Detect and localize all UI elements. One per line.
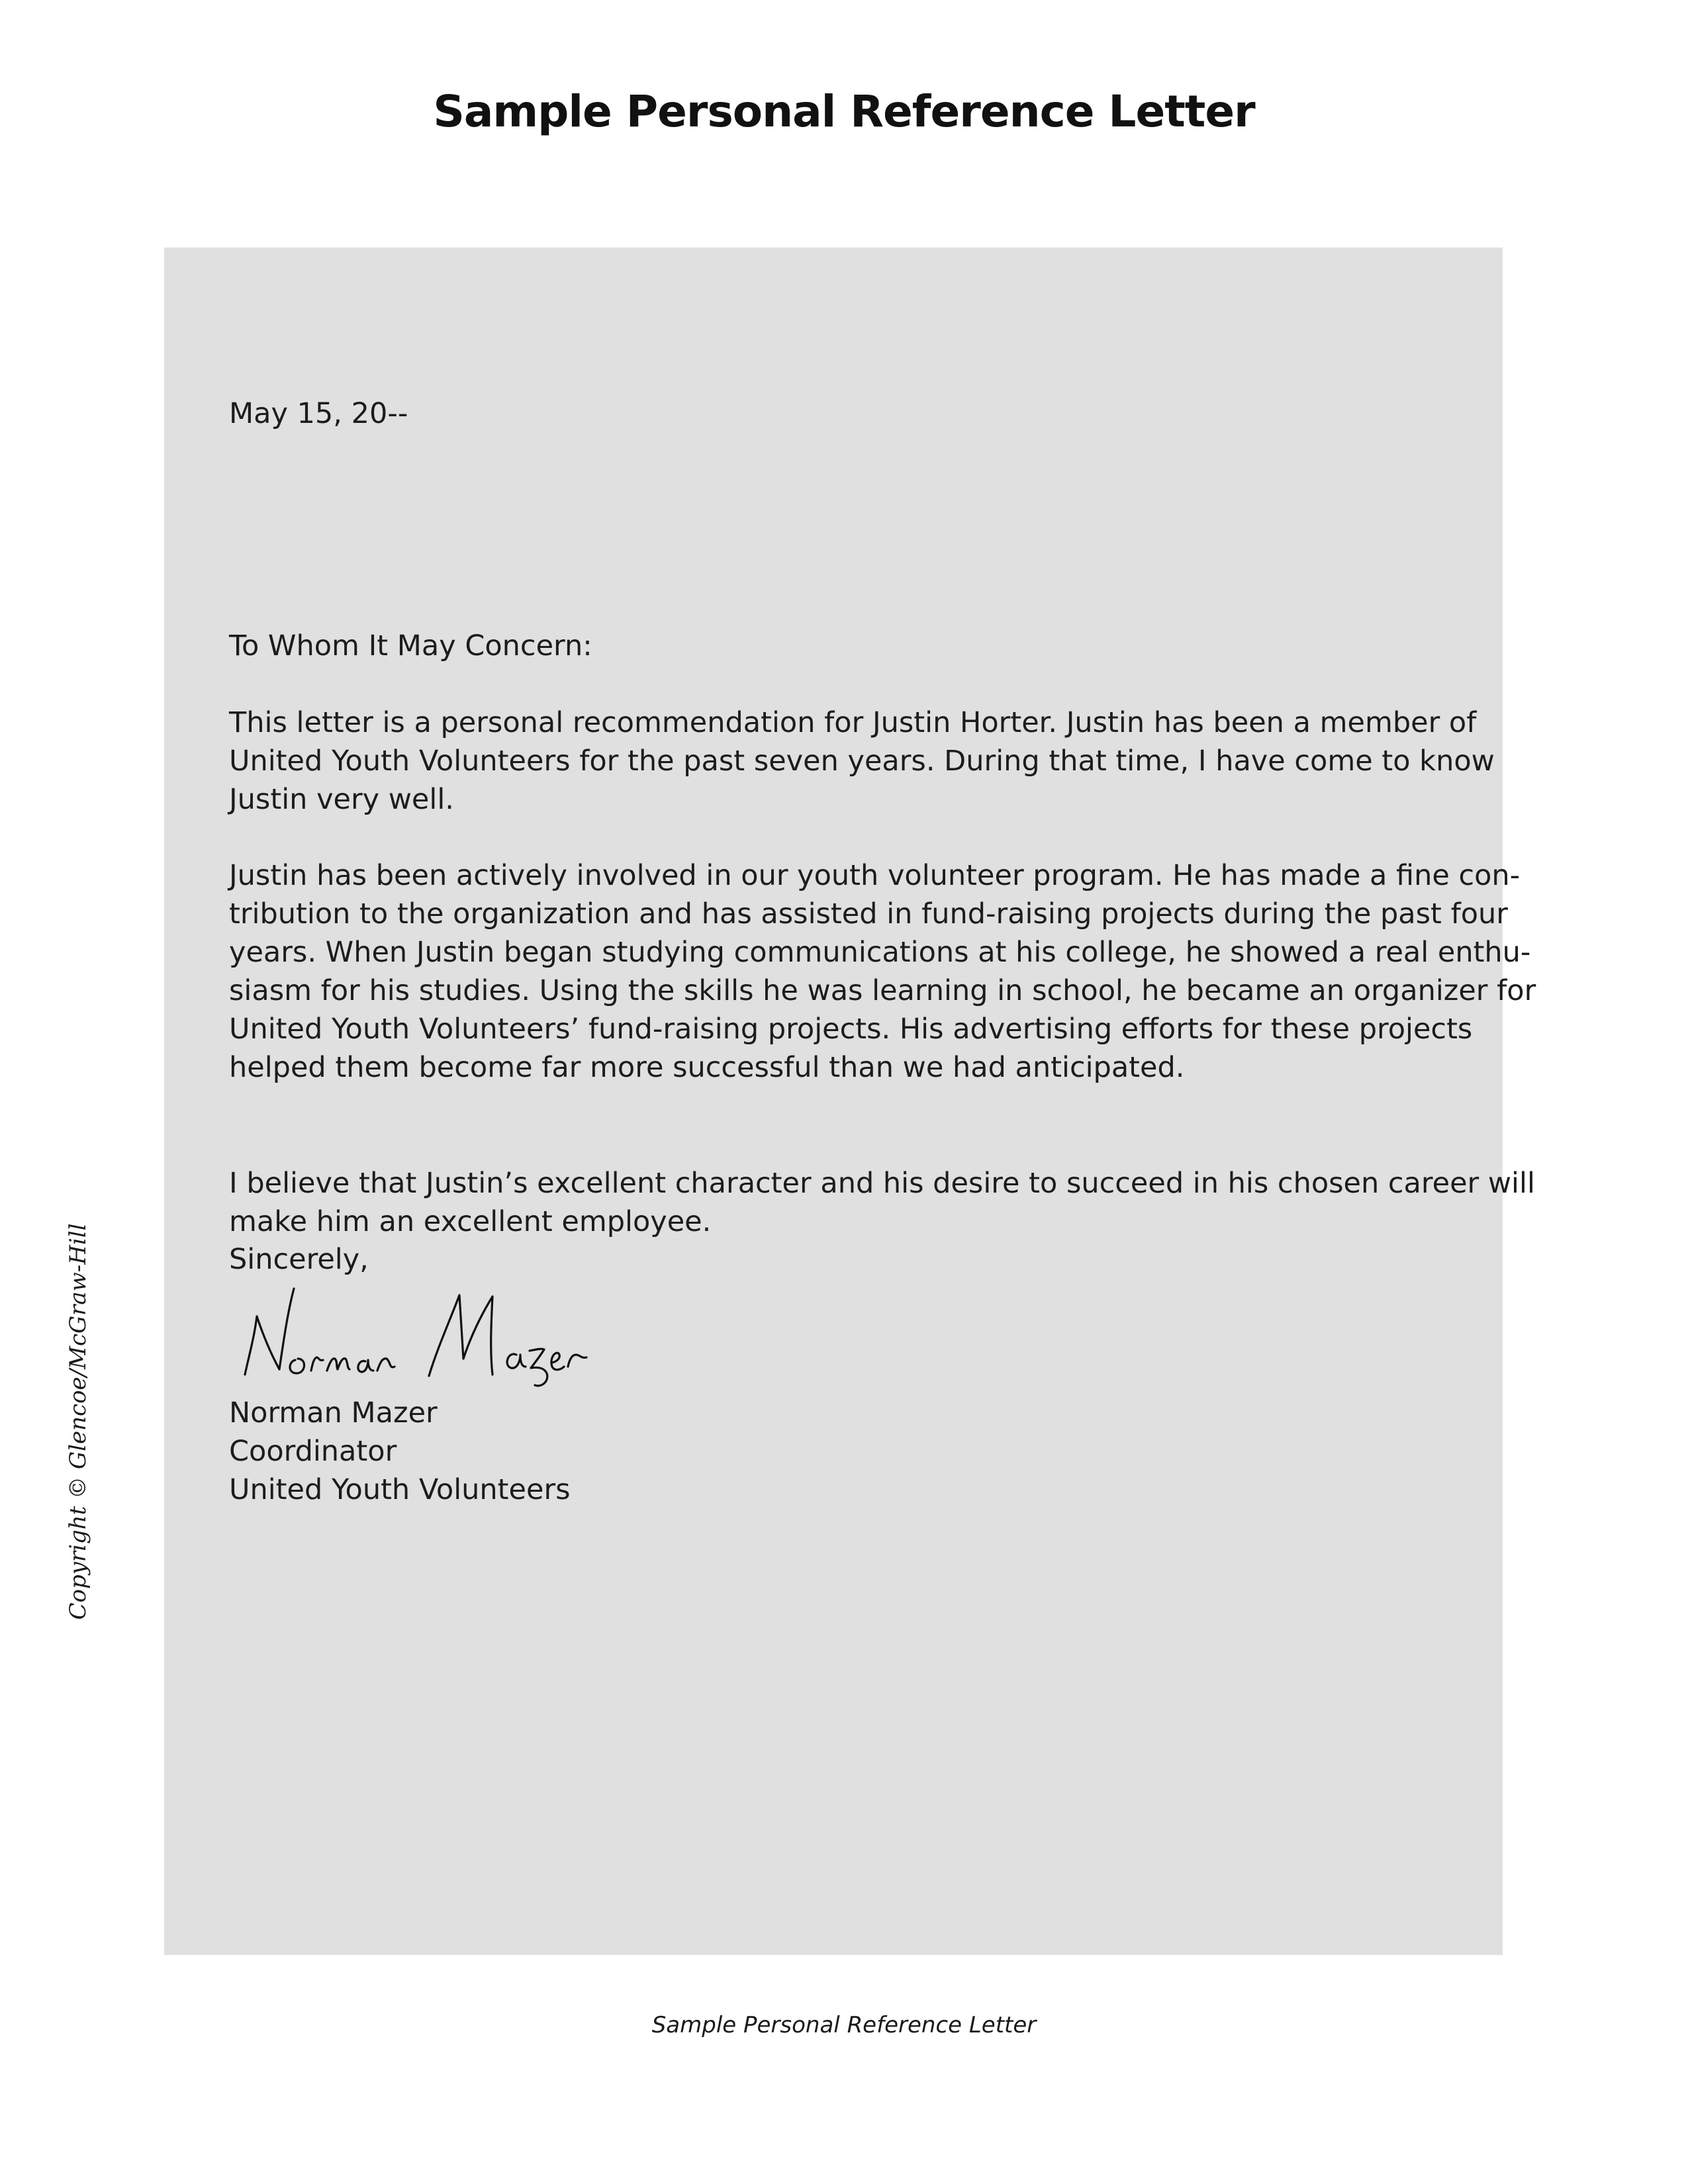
paragraph-line: I believe that Justin’s excellent character and his desire to succeed in his chosen career will <box>229 1167 1535 1200</box>
paragraph-line: Justin has been actively involved in our youth volunteer program. He has made a fine con- <box>229 859 1521 892</box>
paragraph-line: This letter is a personal recommendation for Justin Horter. Justin has been a member of <box>229 706 1477 739</box>
paragraph-line: United Youth Volunteers for the past seven years. During that time, I have come to know <box>229 745 1495 778</box>
letter-paragraph-3 <box>229 1164 1535 1241</box>
signer-organization: United Youth Volunteers <box>229 1473 571 1506</box>
letter-closing: Sincerely, <box>229 1243 369 1276</box>
copyright-notice: Copyright © Glencoe/McGraw-Hill <box>65 1223 91 1620</box>
letter-salutation: To Whom It May Concern: <box>229 629 592 662</box>
paragraph-line: tribution to the organization and has assisted in fund-raising projects during the past four <box>229 897 1508 931</box>
letter-paragraph-1 <box>229 704 1495 819</box>
signer-title: Coordinator <box>229 1435 397 1468</box>
paragraph-line: years. When Justin began studying communications at his college, he showed a real enthu- <box>229 936 1531 969</box>
letter-paragraph-2 <box>229 856 1536 1087</box>
paragraph-line: siasm for his studies. Using the skills he was learning in school, he became an organizer for <box>229 974 1536 1007</box>
signer-name: Norman Mazer <box>229 1396 438 1430</box>
paragraph-line: Justin very well. <box>229 783 454 816</box>
handwritten-signature <box>230 1277 641 1389</box>
letter-date: May 15, 20-- <box>229 397 408 430</box>
paragraph-line: helped them become far more successful than we had anticipated. <box>229 1051 1185 1084</box>
letter-panel <box>164 248 1536 1955</box>
signer-block <box>229 1394 571 1509</box>
paragraph-line: make him an excellent employee. <box>229 1205 712 1238</box>
paragraph-line: United Youth Volunteers’ fund-raising projects. His advertising efforts for these projects <box>229 1013 1473 1046</box>
page-title: Sample Personal Reference Letter <box>433 86 1255 137</box>
footer-caption: Sample Personal Reference Letter <box>651 2012 1037 2038</box>
